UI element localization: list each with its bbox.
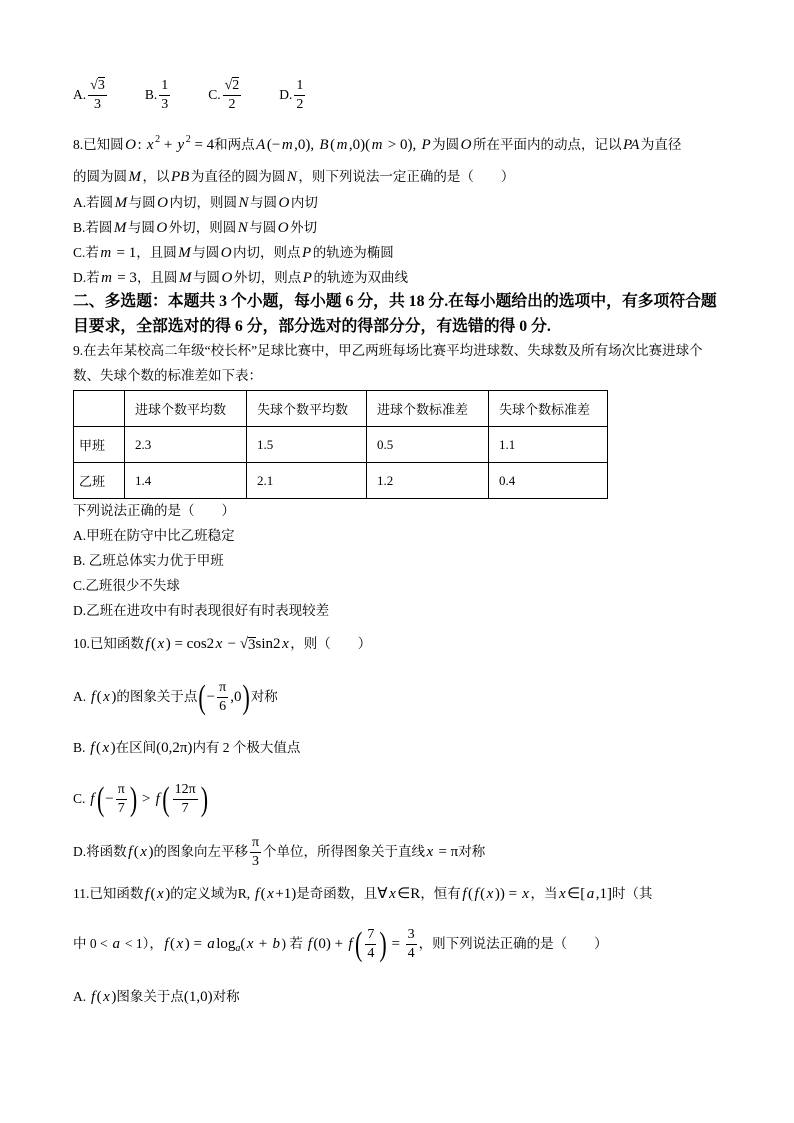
text-run: 数、失球个数的标准差如下表： [73, 368, 262, 383]
denominator: 4 [367, 945, 375, 961]
math-var: x [426, 844, 434, 860]
big-paren: ) [200, 778, 209, 818]
math-interval: (0,2π) [156, 740, 193, 756]
math-op: ∈R [397, 886, 421, 902]
math-var: x [246, 936, 254, 952]
math-op: ,0)( [348, 137, 371, 153]
table-cell: 1.4 [125, 463, 247, 499]
q11-stem-line-2 [73, 923, 608, 963]
numerator: π [116, 782, 127, 800]
math-var: O [221, 270, 233, 286]
text-run: < 1）， [121, 936, 163, 951]
math-var: f [474, 886, 479, 902]
text-run: 为直径 [640, 137, 682, 152]
math-var: P [421, 137, 431, 153]
q8-option-a [73, 193, 318, 213]
math-op: = 4 [190, 137, 215, 153]
q8-option-d [73, 268, 408, 288]
text-run: 的定义域为R, [170, 886, 254, 901]
math-op: ∀ [377, 886, 388, 902]
q8-stem-line-1 [73, 135, 681, 155]
text-run: ，恒有 [420, 886, 461, 901]
q10-option-d [73, 834, 486, 869]
math-var: PA [623, 137, 640, 153]
math-var: f [254, 886, 260, 902]
math-op: sin2 [255, 636, 281, 652]
fraction [406, 927, 417, 962]
math-var: x [103, 689, 110, 705]
math-op: ( [151, 636, 157, 652]
text-run: 为圆 [432, 137, 460, 152]
fraction [294, 78, 305, 113]
math-op: = 3 [113, 270, 137, 286]
big-paren: ( [355, 923, 363, 963]
text-run: 个单位，所得图象关于直线 [263, 844, 426, 859]
text-run: B. 乙班总体实力优于甲班 [73, 553, 224, 568]
big-paren: ) [379, 923, 387, 963]
q10-option-b [73, 738, 300, 758]
math-func: log [216, 936, 236, 952]
numerator: 12π [173, 782, 198, 800]
math-var: a [112, 936, 120, 952]
superscript: 2 [155, 134, 161, 145]
text-run: 在区间 [115, 740, 157, 755]
text-run: 为直径的圆为圆 [190, 169, 286, 184]
math-var: x [157, 636, 165, 652]
table-header-row [74, 391, 608, 427]
option-d [279, 78, 307, 113]
subscript: a [235, 943, 241, 954]
math-var: P [302, 270, 312, 286]
math-op: ( [467, 886, 473, 902]
text-run: 9.在去年某校高二年级“校长杯”足球比赛中，甲乙两班每场比赛平均进球数、失球数及所有场次比赛进球个 [73, 343, 703, 358]
radical-sign: √ [239, 636, 249, 652]
table-header-cell: 进球个数标准差 [367, 391, 489, 427]
table-cell: 0.4 [489, 463, 608, 499]
radical-sign: √ [224, 77, 233, 93]
math-op: ( [170, 936, 176, 952]
text-run: A.若圆 [73, 195, 114, 210]
math-op: ( [480, 886, 486, 902]
fraction [217, 680, 228, 715]
text-run: 与圆 [192, 270, 220, 285]
text-run: 目要求，全部选对的得 6 分，部分选对的得部分分，有选错的得 0 分. [73, 318, 551, 335]
denominator: 2 [296, 96, 304, 112]
stats-table [73, 390, 608, 499]
text-run: ，则下列说法正确的是（ ） [418, 936, 608, 951]
math-op: ) [165, 886, 171, 902]
math-var: f [307, 936, 312, 952]
math-var: N [237, 220, 248, 236]
math-var: f [164, 936, 169, 952]
text-run: 与圆 [127, 220, 155, 235]
q11-option-a [73, 987, 240, 1007]
text-run: 的圆为圆 [73, 169, 127, 184]
math-var: x [103, 989, 110, 1005]
text-run: 外切，则圆 [168, 220, 237, 235]
math-var: x [140, 844, 147, 860]
math-var: m [281, 137, 293, 153]
math-var: N [238, 195, 249, 211]
text-run: A. [73, 989, 90, 1004]
math-op: ∈[ [567, 886, 586, 902]
text-run: 对称 [250, 689, 278, 704]
text-run: 的轨迹为椭圆 [312, 245, 394, 260]
math-var: f [128, 844, 133, 860]
table-row-label: 甲班 [74, 427, 125, 463]
q7-options [73, 77, 343, 112]
q9-stem-line-2 [73, 366, 262, 386]
math-var: O [156, 220, 168, 236]
table-row [74, 463, 608, 499]
math-var: x [558, 886, 566, 902]
math-op: )) = [494, 886, 521, 902]
q8-option-c [73, 243, 394, 263]
math-var: f [144, 886, 150, 902]
math-var: m [101, 270, 112, 286]
text-run: 和两点 [214, 137, 255, 152]
table-row-label: 乙班 [74, 463, 125, 499]
fraction [173, 782, 198, 817]
math-var: f [145, 636, 150, 652]
math-var: f [348, 936, 353, 952]
math-var: O [125, 137, 136, 153]
math-op: +1) [275, 886, 297, 902]
text-run: 与圆 [128, 195, 156, 210]
table-header-cell: 进球个数平均数 [125, 391, 247, 427]
text-run: 是奇函数，且 [296, 886, 378, 901]
math-op: = 1 [112, 245, 137, 261]
q10-option-a [73, 676, 278, 716]
radical-sign: √ [90, 77, 98, 93]
big-paren: ) [129, 778, 138, 818]
math-op: ( [240, 936, 246, 952]
fraction [365, 927, 376, 962]
text-run: 中 0 < [73, 936, 111, 951]
math-op: ( [330, 137, 336, 153]
table-header-cell: 失球个数平均数 [247, 391, 367, 427]
numerator: π [250, 835, 261, 853]
text-run: C.若 [73, 245, 99, 260]
math-var: a [586, 886, 595, 902]
q10-option-c [73, 778, 209, 818]
option-label: D. [279, 87, 293, 102]
text-run: A.甲班在防守中比乙班稳定 [73, 528, 235, 543]
q9-option-a [73, 526, 235, 546]
numerator: 1 [159, 78, 170, 96]
text-run: 的图象关于点 [116, 689, 198, 704]
superscript: 2 [185, 134, 191, 145]
math-op: ) = [184, 936, 206, 952]
math-var: x [282, 636, 289, 652]
big-paren: ) [242, 676, 250, 716]
fraction [116, 782, 127, 817]
math-op: = [387, 936, 404, 952]
q9-option-b [73, 551, 224, 571]
math-var: x [102, 740, 110, 756]
math-var: M [113, 220, 127, 236]
denominator: 7 [181, 800, 189, 816]
math-op: − [105, 791, 114, 807]
q8-option-b [73, 218, 317, 238]
math-var: f [462, 886, 467, 902]
text-run: ，且圆 [136, 270, 178, 285]
text-run: 下列说法正确的是（ ） [73, 503, 235, 518]
big-paren: ( [198, 676, 206, 716]
text-run: 8.已知圆 [73, 137, 124, 152]
table-cell: 1.5 [247, 427, 367, 463]
text-run: 10.已知函数 [73, 636, 144, 651]
math-op: ) [111, 689, 117, 705]
option-label: A. [73, 87, 87, 102]
denominator: 7 [117, 800, 125, 816]
math-var: y [177, 137, 185, 153]
math-op: ) = cos2 [165, 636, 215, 652]
math-op: > [138, 791, 155, 807]
denominator: 3 [93, 96, 101, 112]
math-var: O [157, 195, 168, 211]
math-op: − [223, 636, 240, 652]
math-op: ) [148, 844, 154, 860]
math-var: m [100, 245, 112, 261]
text-run: 与圆 [249, 220, 277, 235]
option-a [73, 78, 109, 113]
section-heading-line-1 [73, 292, 717, 312]
text-run: 与圆 [249, 195, 277, 210]
math-var: m [336, 137, 348, 153]
text-run: 所在平面内的动点，记以 [473, 137, 622, 152]
text-run: ，且圆 [136, 245, 177, 260]
text-run: C.乙班很少不失球 [73, 578, 180, 593]
math-var: M [178, 270, 192, 286]
text-run: D.将函数 [73, 844, 127, 859]
math-var: x [522, 886, 529, 902]
math-var: x [146, 137, 154, 153]
math-var: N [286, 169, 297, 185]
fraction [159, 78, 170, 113]
radicand: 3 [97, 77, 105, 93]
table-header-cell: 失球个数标准差 [489, 391, 608, 427]
section-heading-line-2 [73, 317, 551, 337]
table-cell: 2.1 [247, 463, 367, 499]
big-paren: ( [96, 778, 105, 818]
table-row [74, 427, 608, 463]
math-op: ,1] [595, 886, 612, 902]
math-op: ( [95, 740, 101, 756]
option-label: C. [208, 87, 221, 102]
denominator: 4 [407, 945, 415, 961]
math-var: f [90, 791, 95, 807]
math-op: ( [150, 886, 156, 902]
math-var: b [272, 936, 280, 952]
fraction [223, 78, 242, 113]
math-var: B [319, 137, 329, 153]
denominator: 3 [161, 96, 169, 112]
math-var: f [91, 989, 96, 1005]
math-op: ( [133, 844, 139, 860]
math-var: x [215, 636, 223, 652]
math-op: ( [96, 989, 102, 1005]
math-var: x [267, 886, 274, 902]
math-var: f [91, 689, 96, 705]
text-run: A. [73, 689, 90, 704]
q8-stem-line-2 [73, 167, 514, 187]
text-run: 的图象向左平移 [153, 844, 248, 859]
text-run: 内切，则圆 [169, 195, 237, 210]
math-op: ) [110, 740, 116, 756]
text-run: 外切，则点 [233, 270, 302, 285]
text-run: 内切，则点 [233, 245, 301, 260]
math-point: (1,0) [183, 989, 213, 1005]
denominator: 6 [219, 698, 227, 714]
math-var: M [178, 245, 191, 261]
math-var: O [220, 245, 232, 261]
math-var: f [90, 740, 95, 756]
table-cell: 1.1 [489, 427, 608, 463]
table-cell: 2.3 [125, 427, 247, 463]
denominator: 2 [228, 96, 236, 112]
math-var: x [389, 886, 396, 902]
q11-stem-line-1 [73, 884, 652, 904]
text-run: 内有 2 个极大值点 [192, 740, 301, 755]
numerator: 1 [294, 78, 305, 96]
q9-stem-line-1 [73, 341, 703, 361]
radicand: 3 [248, 636, 256, 653]
fraction [88, 78, 107, 113]
text-run: 的轨迹为双曲线 [313, 270, 408, 285]
math-op: : [137, 137, 146, 153]
math-op: ,0 [230, 689, 242, 705]
math-op: + [255, 936, 271, 952]
text-run: 11.已知函数 [73, 886, 144, 901]
text-run: 对称 [458, 844, 486, 859]
text-run: 时（其 [611, 886, 653, 901]
math-op: = π [434, 844, 459, 860]
math-op: + [160, 137, 177, 153]
text-run: B. [73, 740, 89, 755]
math-op: (− [266, 137, 281, 153]
q9-ask [73, 501, 235, 521]
text-run: 二、多选题：本题共 3 个小题，每小题 6 分，共 18 分.在每小题给出的选项中，有多项符合题 [73, 293, 717, 310]
option-b [145, 78, 172, 113]
math-op: ( [96, 689, 102, 705]
math-var: PB [171, 169, 190, 185]
math-var: M [128, 169, 141, 185]
text-run: 对称 [212, 989, 240, 1004]
text-run: D.乙班在进攻中有时表现很好有时表现较差 [73, 603, 330, 618]
text-run: ，则（ ） [290, 636, 372, 651]
math-op: ( [260, 886, 266, 902]
math-var: x [176, 936, 184, 952]
math-var: O [277, 220, 289, 236]
option-c [208, 78, 243, 113]
table-cell: 1.2 [367, 463, 489, 499]
math-op: ) [111, 989, 117, 1005]
q9-option-d [73, 601, 329, 621]
math-var: f [155, 791, 160, 807]
numerator [88, 78, 107, 96]
math-op: ,0), [294, 137, 318, 153]
text-run: B.若圆 [73, 220, 113, 235]
math-op: (0) + [313, 936, 347, 952]
numerator: 7 [365, 927, 376, 945]
table-cell: 0.5 [367, 427, 489, 463]
math-var: x [486, 886, 494, 902]
math-var: m [371, 137, 383, 153]
text-run: ) 若 [281, 936, 307, 951]
math-var: a [207, 936, 215, 952]
numerator: 3 [406, 927, 417, 945]
math-op: > 0), [384, 137, 420, 153]
denominator: 3 [252, 853, 259, 869]
q9-option-c [73, 576, 180, 596]
math-op: − [206, 689, 216, 705]
text-run: 与圆 [192, 245, 220, 260]
big-paren: ( [162, 778, 170, 818]
math-var: P [302, 245, 312, 261]
q10-stem [73, 634, 371, 654]
numerator [223, 78, 242, 96]
math-var: O [278, 195, 290, 211]
numerator: π [217, 680, 228, 698]
fraction [250, 835, 261, 870]
radicand: 2 [232, 77, 240, 93]
text-run: ，以 [142, 169, 170, 184]
text-run: ，则下列说法一定正确的是（ ） [298, 169, 515, 184]
math-var: x [157, 886, 164, 902]
option-label: B. [144, 87, 158, 102]
text-run: D.若 [73, 270, 100, 285]
text-run: ，当 [530, 886, 558, 901]
text-run: 外切 [290, 220, 318, 235]
text-run: C. [73, 791, 89, 806]
table-corner-cell [74, 391, 125, 427]
text-run: 内切 [290, 195, 318, 210]
math-var: M [114, 195, 128, 211]
math-var: O [460, 137, 472, 153]
math-var: A [256, 137, 266, 153]
text-run: 图象关于点 [116, 989, 184, 1004]
